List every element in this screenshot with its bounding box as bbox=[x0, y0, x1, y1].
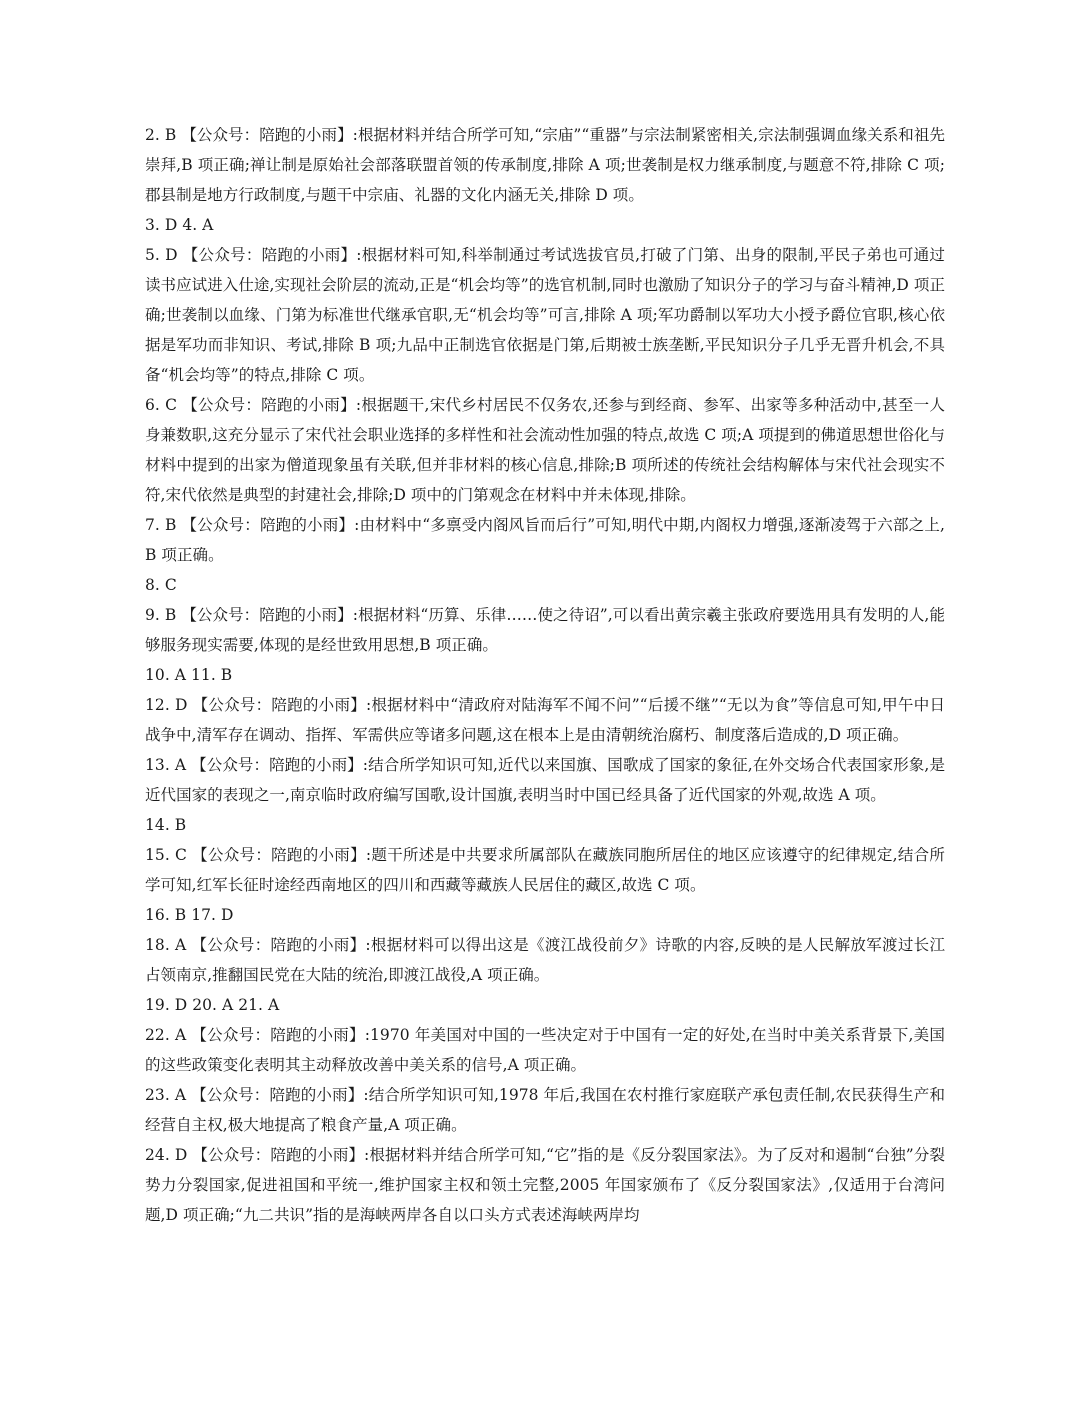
answer-q7: 7. B 【公众号：陪跑的小雨】:由材料中“多禀受内阁风旨而后行”可知,明代中期,内阁权力增强,逐渐凌驾于六部之上,B 项正确。 bbox=[145, 516, 945, 564]
answer-q13: 13. A 【公众号：陪跑的小雨】:结合所学知识可知,近代以来国旗、国歌成了国家的象征,在外交场合代表国家形象,是近代国家的表现之一,南京临时政府编写国歌,设计国旗,表明当时中国已经具备了近代国家的外观,故选 A 项。 bbox=[145, 756, 945, 804]
answer-q8: 8. C bbox=[145, 576, 177, 594]
answer-q18: 18. A 【公众号：陪跑的小雨】:根据材料可以得出这是《渡江战役前夕》诗歌的内容,反映的是人民解放军渡过长江占领南京,推翻国民党在大陆的统治,即渡江战役,A 项正确。 bbox=[145, 936, 945, 984]
answer-q15: 15. C 【公众号：陪跑的小雨】:题干所述是中共要求所属部队在藏族同胞所居住的地区应该遵守的纪律规定,结合所学可知,红军长征时途经西南地区的四川和西藏等藏族人民居住的藏区,故选 C 项。 bbox=[145, 846, 945, 894]
answer-q16-17: 16. B 17. D bbox=[145, 906, 234, 924]
answer-q9: 9. B 【公众号：陪跑的小雨】:根据材料“历算、乐律……使之待诏”,可以看出黄宗羲主张政府要选用具有发明的人,能够服务现实需要,体现的是经世致用思想,B 项正确。 bbox=[145, 606, 945, 654]
answer-q6: 6. C 【公众号：陪跑的小雨】:根据题干,宋代乡村居民不仅务农,还参与到经商、参军、出家等多种活动中,甚至一人身兼数职,这充分显示了宋代社会职业选择的多样性和社会流动性加强的特点,故选 C 项;A 项提到的佛道思想世俗化与材料中提到的出家为僧道现象虽有关联,但并非材料的核心信息,排除;B 项所述的传统社会结构解体与宋代社会现实不符,宋代依然是典型的封建社会,排除;D 项中的门第观念在材料中并未体现,排除。 bbox=[145, 396, 945, 504]
answer-q23: 23. A 【公众号：陪跑的小雨】:结合所学知识可知,1978 年后,我国在农村推行家庭联产承包责任制,农民获得生产和经营自主权,极大地提高了粮食产量,A 项正确。 bbox=[145, 1086, 945, 1134]
answer-q22: 22. A 【公众号：陪跑的小雨】:1970 年美国对中国的一些决定对于中国有一定的好处,在当时中美关系背景下,美国的这些政策变化表明其主动释放改善中美关系的信号,A 项正确。 bbox=[145, 1026, 945, 1074]
answer-q2: 2. B 【公众号：陪跑的小雨】:根据材料并结合所学可知,“宗庙”“重器”与宗法制紧密相关,宗法制强调血缘关系和祖先崇拜,B 项正确;禅让制是原始社会部落联盟首领的传承制度,排除 A 项;世袭制是权力继承制度,与题意不符,排除 C 项;郡县制是地方行政制度,与题干中宗庙、礼器的文化内涵无关,排除 D 项。 bbox=[145, 126, 945, 204]
answer-q5: 5. D 【公众号：陪跑的小雨】:根据材料可知,科举制通过考试选拔官员,打破了门第、出身的限制,平民子弟也可通过读书应试进入仕途,实现社会阶层的流动,正是“机会均等”的选官机制,同时也激励了知识分子的学习与奋斗精神,D 项正确;世袭制以血缘、门第为标准世代继承官职,无“机会均等”可言,排除 A 项;军功爵制以军功大小授予爵位官职,核心依据是军功而非知识、考试,排除 B 项;九品中正制选官依据是门第,后期被士族垄断,平民知识分子几乎无晋升机会,不具备“机会均等”的特点,排除 C 项。 bbox=[145, 246, 945, 384]
answer-q24: 24. D 【公众号：陪跑的小雨】:根据材料并结合所学可知,“它”指的是《反分裂国家法》。为了反对和遏制“台独”分裂势力分裂国家,促进祖国和平统一,维护国家主权和领土完整,2005 年国家颁布了《反分裂国家法》,仅适用于台湾问题,D 项正确;“九二共识”指的是海峡两岸各自以口头方式表述海峡两岸均 bbox=[145, 1146, 945, 1224]
answer-q12: 12. D 【公众号：陪跑的小雨】:根据材料中“清政府对陆海军不闻不问”“后援不继”“无以为食”等信息可知,甲午中日战争中,清军存在调动、指挥、军需供应等诸多问题,这在根本上是由清朝统治腐朽、制度落后造成的,D 项正确。 bbox=[145, 696, 945, 744]
answer-q3-4: 3. D 4. A bbox=[145, 216, 214, 234]
answer-document bbox=[145, 120, 945, 1290]
answer-q14: 14. B bbox=[145, 816, 187, 834]
answer-q10-11: 10. A 11. B bbox=[145, 666, 233, 684]
answer-q19-21: 19. D 20. A 21. A bbox=[145, 996, 280, 1014]
